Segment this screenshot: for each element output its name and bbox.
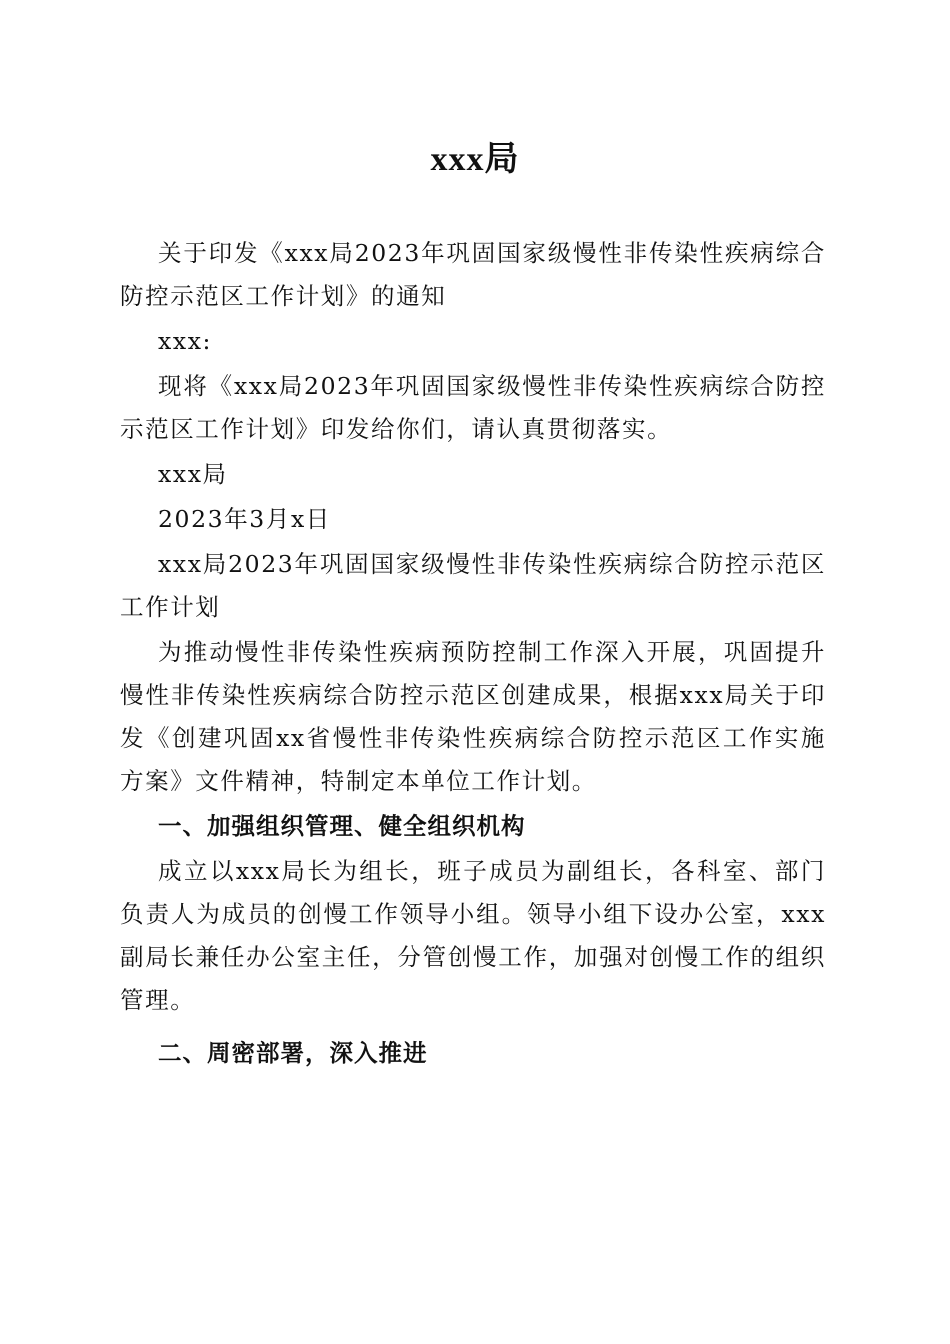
section-body-1: 成立以xxx局长为组长，班子成员为副组长，各科室、部门负责人为成员的创慢工作领导小组。领导小组下设办公室，xxx副局长兼任办公室主任，分管创慢工作，加强对创慢工作的组织管理。 [120, 857, 826, 1014]
section-heading-1: 一、加强组织管理、健全组织机构 [158, 812, 526, 840]
plan-title: xxx局2023年巩固国家级慢性非传染性疾病综合防控示范区工作计划 [120, 550, 826, 621]
section-heading-2: 二、周密部署，深入推进 [158, 1039, 428, 1067]
plan-intro-paragraph: 为推动慢性非传染性疾病预防控制工作深入开展，巩固提升慢性非传染性疾病综合防控示范区创建成果，根据xxx局关于印发《创建巩固xx省慢性非传染性疾病综合防控示范区工作实施方案》文件精神，特制定本单位工作计划。 [120, 638, 826, 795]
issue-date: 2023年3月x日 [158, 505, 331, 533]
document-body [120, 232, 826, 1077]
issuer: xxx局 [158, 460, 228, 488]
notice-title: 关于印发《xxx局2023年巩固国家级慢性非传染性疾病综合防控示范区工作计划》的通知 [120, 239, 826, 310]
intro-paragraph: 现将《xxx局2023年巩固国家级慢性非传染性疾病综合防控示范区工作计划》印发给你们，请认真贯彻落实。 [120, 372, 826, 443]
addressee: xxx: [158, 327, 213, 355]
document-title: xxx局 [430, 141, 520, 178]
